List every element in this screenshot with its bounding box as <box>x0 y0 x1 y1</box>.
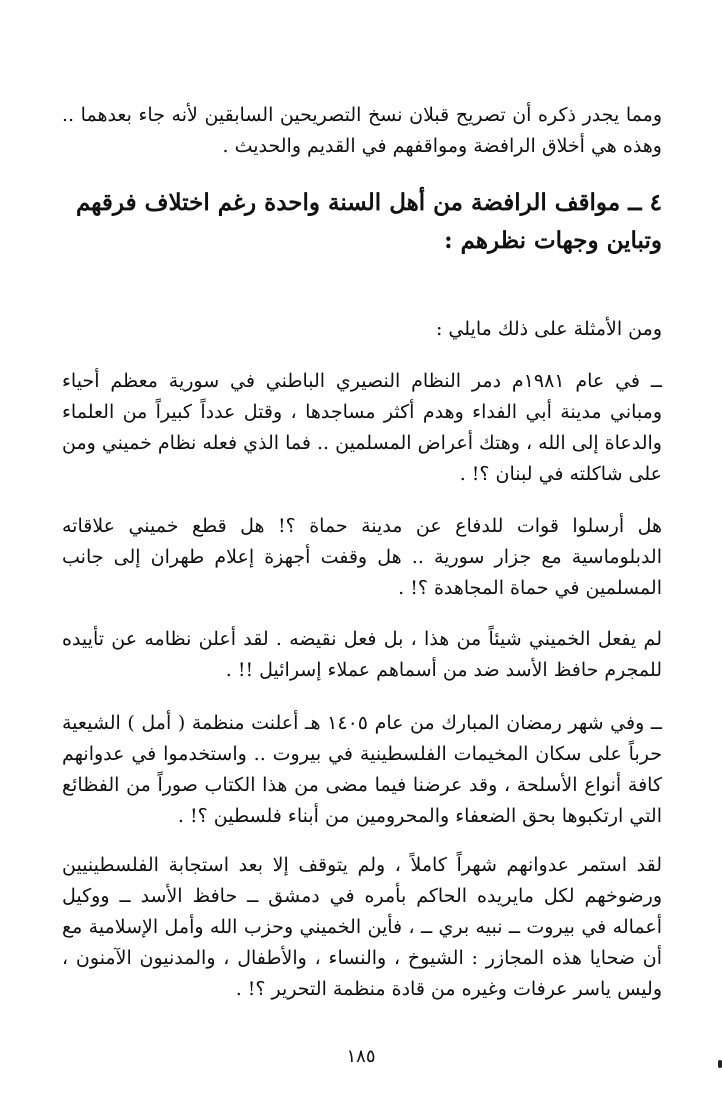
amal-paragraph: ــ وفي شهر رمضان المبارك من عام ١٤٠٥ هـ أعلنت منظمة ( أمل ) الشيعية حرباً على سكان المخيمات الفلسطينية في بيروت .. واستخدموا في عدوانهم كافة أنواع الأسلحة ، وقد عرضنا فيما مضى من هذا الكتاب صوراً من الفظائع التي ارتكبوها بحق الضعفاء والمحرومين من أبناء فلسطين ؟! . <box>62 712 662 827</box>
questions-paragraph: هل أرسلوا قوات للدفاع عن مدينة حماة ؟! هل قطع خميني علاقاته الدبلوماسية مع جزار سورية .. هل وقفت أجهزة إعلام طهران إلى جانب المسلمين في حماة المجاهدة ؟! . <box>62 515 662 599</box>
page-number: ١٨٥ <box>346 1046 376 1067</box>
aggression-paragraph: لقد استمر عدوانهم شهراً كاملاً ، ولم يتوقف إلا بعد استجابة الفلسطينيين ورضوخهم لكل مايريده الحاكم بأمره في دمشق ــ حافظ الأسد ــ ووكيل أعماله في بيروت ــ نبيه بري ــ ، فأين الخميني وحزب الله وأمل الإسلامية مع أن ضحايا هذه المجازر : الشيوخ ، والنساء ، والأطفال ، والمدنيون الآمنون ، وليس ياسر عرفات وغيره من قادة منظمة التحرير ؟! . <box>62 854 662 1000</box>
examples-intro-paragraph: ومن الأمثلة على ذلك مايلي : <box>435 318 662 340</box>
section-heading: ٤ ــ مواقف الرافضة من أهل السنة واحدة رغم اختلاف فرقهم وتباين وجهات نظرهم : <box>76 189 662 254</box>
intro-paragraph: ومما يجدر ذكره أن تصريح قبلان نسخ التصريحين السابقين لأنه جاء بعدهما .. وهذه هي أخلاق الرافضة ومواقفهم في القديم والحديث . <box>62 104 662 157</box>
hama-paragraph: ــ في عام ١٩٨١م دمر النظام النصيري الباطني في سورية معظم أحياء ومباني مدينة أبي الفداء وهدم أكثر مساجدها ، وقتل عدداً كبيراً من العلماء والدعاة إلى الله ، وهتك أعراض المسلمين .. فما الذي فعله نظام خميني ومن على شاكلته في لبنان ؟! . <box>61 370 663 485</box>
scan-edge-mark <box>718 1060 722 1068</box>
opposite-paragraph: لم يفعل الخميني شيئاً من هذا ، بل فعل نقيضه . لقد أعلن نظامه عن تأييده للمجرم حافظ الأسد ضد من أسماهم عملاء إسرائيل !! . <box>62 628 662 681</box>
